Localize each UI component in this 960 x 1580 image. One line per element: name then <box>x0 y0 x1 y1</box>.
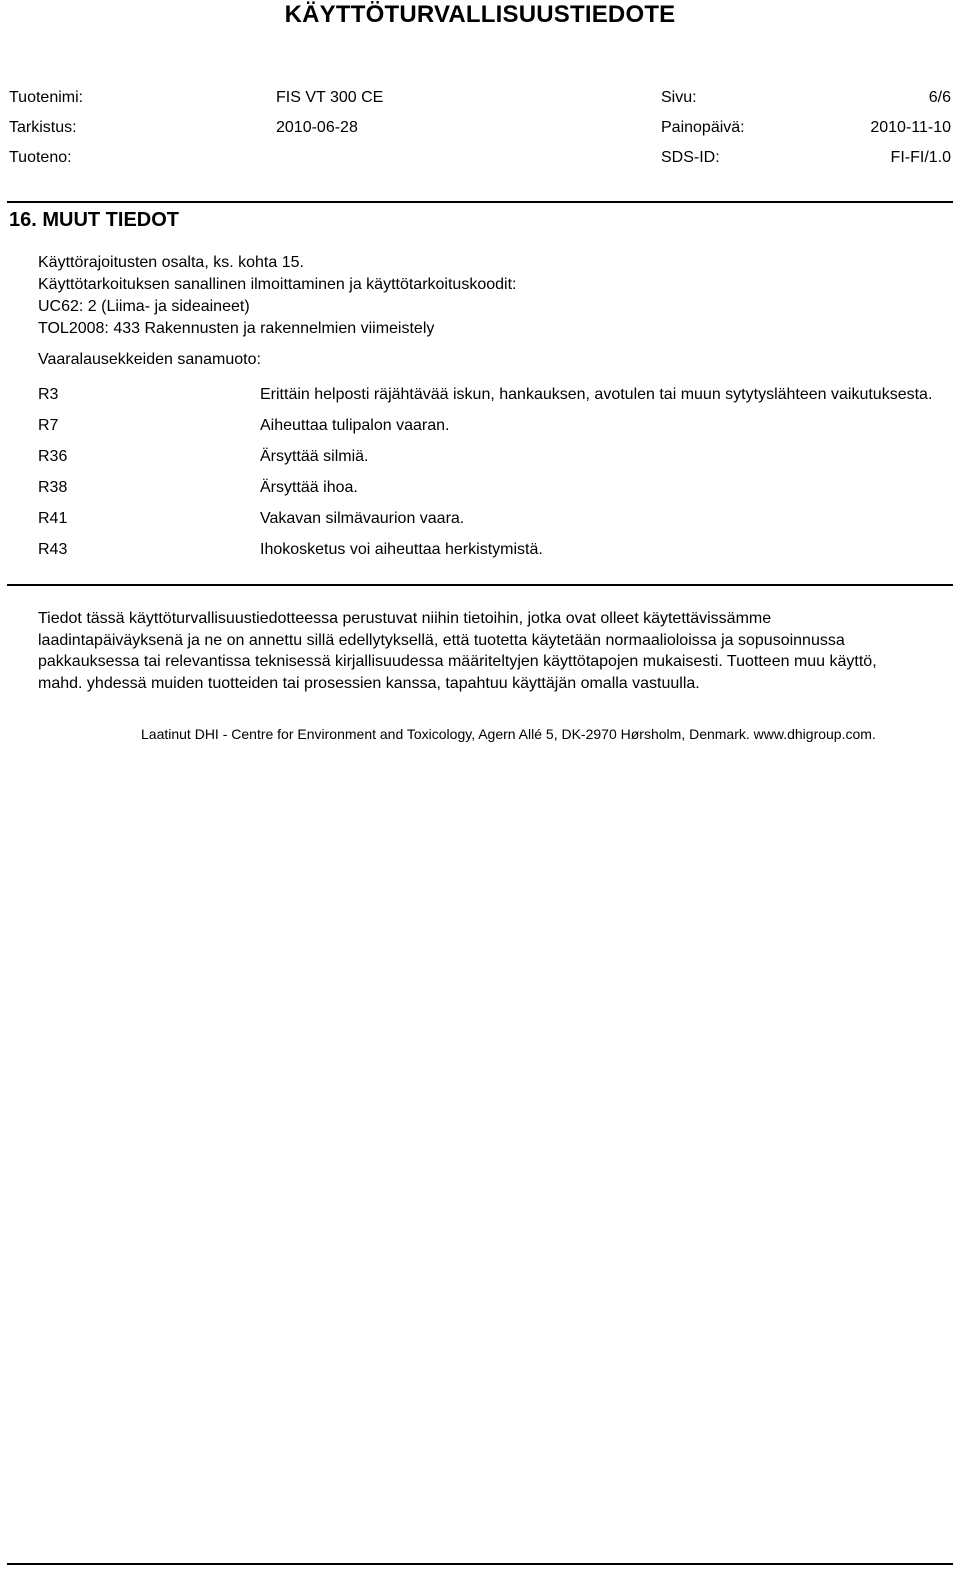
risk-phrase-text: Ärsyttää ihoa. <box>260 479 358 496</box>
page-label: Sivu: <box>661 89 697 106</box>
section-title: 16. MUUT TIEDOT <box>9 209 180 231</box>
risk-phrase-code: R3 <box>38 386 59 403</box>
risk-phrase-code: R41 <box>38 510 68 527</box>
page-number: 6/6 <box>928 89 951 106</box>
risk-phrase-text: Ihokosketus voi aiheuttaa herkistymistä. <box>260 541 543 558</box>
risk-phrase-r7 <box>38 415 948 436</box>
disclaimer-text: Tiedot tässä käyttöturvallisuustiedotteessa perustuvat niihin tietoihin, jotka ovat olleet käytettävissämme laadintapäiväyksenä ja ne on annettu sillä edellytyksellä, että tuotetta käytetään normaalioloissa ja sopusoinnussa pakkauksessa tai relevantissa teknisessä kirjallisuudessa määriteltyjen käyttötapojen mukaisesti. Tuotteen muu käyttö, mahd. yhdessä muiden tuotteiden tai prosessien kanssa, tapahtuu käyttäjän omalla vastuulla. <box>38 610 877 692</box>
print-date-label: Painopäivä: <box>661 119 745 136</box>
risk-phrase-list <box>38 384 948 570</box>
intro-line: Käyttörajoitusten osalta, ks. kohta 15. <box>38 254 304 271</box>
risk-phrase-r36 <box>38 446 948 467</box>
intro-line: UC62: 2 (Liima- ja sideaineet) <box>38 298 250 315</box>
risk-phrase-code: R7 <box>38 417 59 434</box>
sds-id-label: SDS-ID: <box>661 149 720 166</box>
author-footnote: Laatinut DHI - Centre for Environment and Toxicology, Agern Allé 5, DK-2970 Hørsholm, Denmark. www.dhigroup.com. <box>141 726 876 742</box>
risk-phrase-r43 <box>38 539 948 560</box>
product-number-label: Tuoteno: <box>9 149 72 166</box>
section-divider <box>7 584 953 586</box>
revision-label: Tarkistus: <box>9 119 77 136</box>
risk-phrase-text: Vakavan silmävaurion vaara. <box>260 510 465 527</box>
risk-phrase-r41 <box>38 508 948 529</box>
section-divider-top <box>7 201 953 203</box>
print-date: 2010-11-10 <box>870 119 951 136</box>
risk-phrase-r38 <box>38 477 948 498</box>
risk-phrases-heading: Vaaralausekkeiden sanamuoto: <box>38 351 261 368</box>
intro-line: TOL2008: 433 Rakennusten ja rakennelmien viimeistely <box>38 320 435 337</box>
risk-phrase-text: Ärsyttää silmiä. <box>260 448 369 465</box>
risk-phrase-text: Aiheuttaa tulipalon vaaran. <box>260 417 450 434</box>
product-name-value: FIS VT 300 CE <box>276 89 384 106</box>
risk-phrase-code: R43 <box>38 541 68 558</box>
section-intro <box>38 252 516 371</box>
document-title: KÄYTTÖTURVALLISUUSTIEDOTE <box>284 1 676 28</box>
intro-line: Käyttötarkoituksen sanallinen ilmoittaminen ja käyttötarkoituskoodit: <box>38 276 517 293</box>
product-name-label: Tuotenimi: <box>9 89 84 106</box>
page-footer-rule <box>7 1563 953 1565</box>
sds-id-value: FI-FI/1.0 <box>890 149 951 166</box>
risk-phrase-code: R38 <box>38 479 68 496</box>
revision-date: 2010-06-28 <box>276 119 358 136</box>
risk-phrase-r3 <box>38 384 948 405</box>
risk-phrase-code: R36 <box>38 448 68 465</box>
risk-phrase-text: Erittäin helposti räjähtävää iskun, hankauksen, avotulen tai muun sytytyslähteen vaikutuksesta. <box>260 386 933 403</box>
